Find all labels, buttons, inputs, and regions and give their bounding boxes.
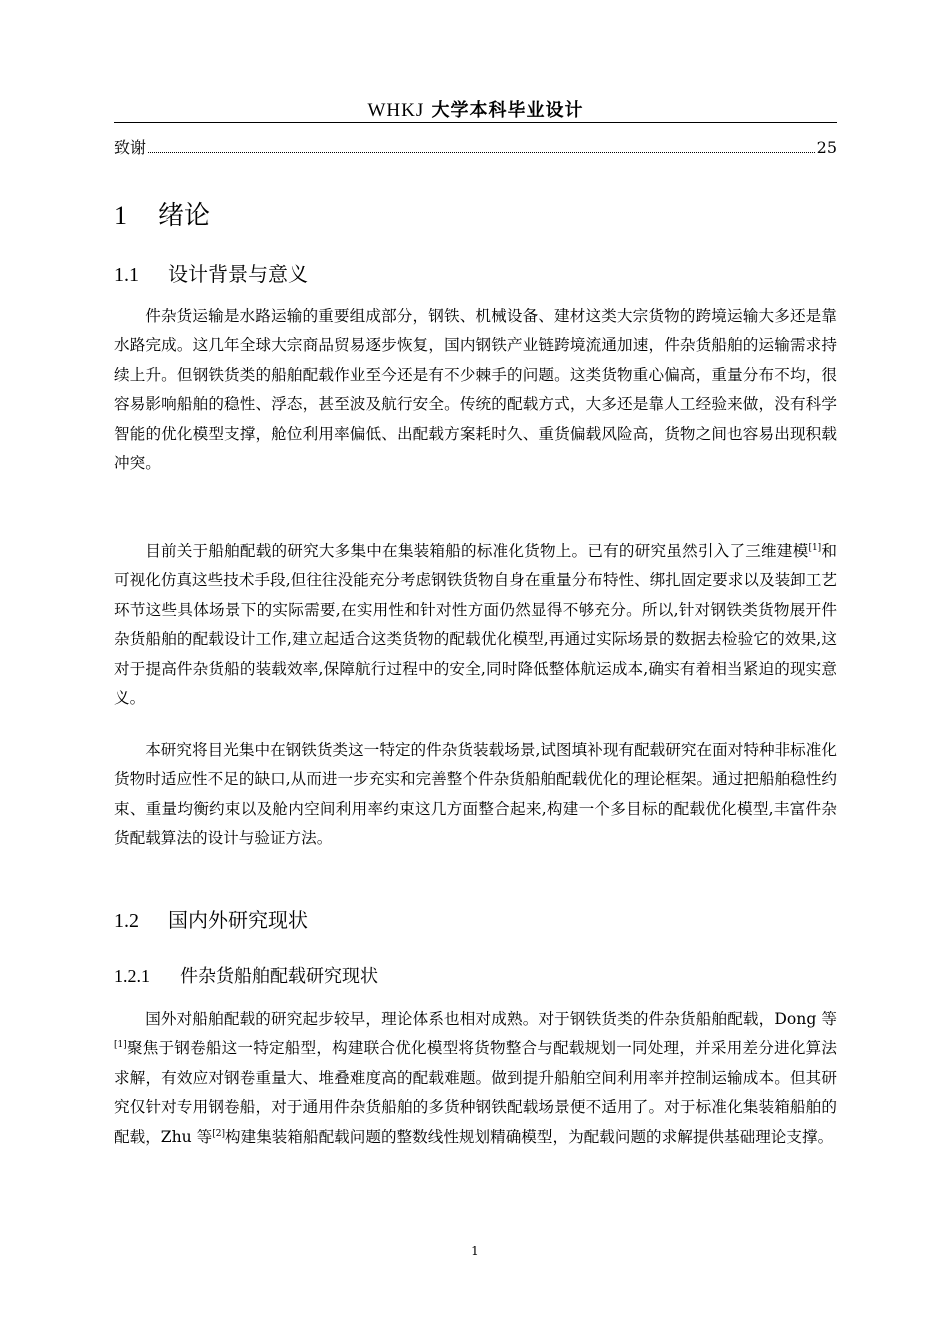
section-heading-1-2 [114, 904, 308, 933]
citation-ref[interactable]: [1] [114, 1040, 127, 1051]
subsection-number: 1.2.1 [114, 966, 150, 986]
header-title: 大学本科毕业设计 [431, 100, 584, 121]
paragraph-text: 国外对船舶配载的研究起步较早，理论体系也相对成熟。对于钢铁货类的件杂货船舶配载，Dong 等 [145, 1010, 837, 1028]
page-number: 1 [471, 1244, 479, 1258]
section-title: 国内外研究现状 [168, 908, 308, 932]
toc-entry-label: 致谢 [114, 138, 147, 157]
chapter-title: 绪论 [158, 201, 211, 231]
section-title: 设计背景与意义 [168, 262, 308, 286]
paragraph-research-gap [114, 537, 837, 713]
paragraph-background: 件杂货运输是水路运输的重要组成部分，钢铁、机械设备、建材这类大宗货物的跨境运输大多还是靠水路完成。这几年全球大宗商品贸易逐步恢复，国内钢铁产业链跨境流通加速，件杂货船舶的运输需求持续上升。但钢铁货类的船舶配载作业至今还是有不少棘手的问题。这类货物重心偏高，重量分布不均，很容易影响船舶的稳性、浮态，甚至波及航行安全。传统的配载方式，大多还是靠人工经验来做，没有科学智能的优化模型支撑，舱位利用率偏低、出配载方案耗时久、重货偏载风险高，货物之间也容易出现积载冲突。 [114, 307, 837, 473]
paragraph-text: 聚焦于钢卷船这一特定船型，构建联合优化模型将货物整合与配载规划一同处理，并采用差分进化算法求解，有效应对钢卷重量大、堆叠难度高的配载难题。做到提升船舶空间利用率并控制运输成本。但其研究仅针对专用钢卷船，对于通用件杂货船舶的多货种钢铁配载场景便不适用了。对于标准化集装箱船舶的配载，Zhu 等 [114, 1039, 837, 1146]
toc-entry-page: 25 [816, 138, 837, 157]
header-rule [114, 122, 837, 123]
citation-ref[interactable]: [1] [808, 542, 822, 553]
paragraph-text: 和可视化仿真这些技术手段,但往往没能充分考虑钢铁货物自身在重量分布特性、绑扎固定要求以及装卸工艺环节这些具体场景下的实际需要,在实用性和针对性方面仍然显得不够充分。所以,针对钢铁类货物展开件杂货船舶的配载设计工作,建立起适合这类货物的配载优化模型,再通过实际场景的数据去检验它的效果,这对于提高件杂货船的装载效率,保障航行过程中的安全,同时降低整体航运成本,确实有着相当紧迫的现实意义。 [114, 542, 837, 708]
chapter-number: 1 [114, 201, 127, 230]
section-heading-1-1 [114, 258, 308, 287]
paragraph-foreign-research [114, 1005, 837, 1152]
paragraph-text: 构建集装箱船配载问题的整数线性规划精确模型，为配载问题的求解提供基础理论支撑。 [225, 1127, 834, 1146]
page-header [114, 96, 837, 122]
subsection-title: 件杂货船舶配载研究现状 [180, 966, 378, 987]
citation-ref[interactable]: [2] [212, 1128, 226, 1139]
paragraph-research-focus: 本研究将目光集中在钢铁货类这一特定的件杂货装载场景,试图填补现有配载研究在面对特种非标准化货物时适应性不足的缺口,从而进一步充实和完善整个件杂货船舶配载优化的理论框架。通过把船舶稳性约束、重量均衡约束以及舱内空间利用率约束这几方面整合起来,构建一个多目标的配载优化模型,丰富件杂货配载算法的设计与验证方法。 [114, 741, 837, 848]
paragraph-text: 目前关于船舶配载的研究大多集中在集装箱船的标准化货物上。已有的研究虽然引入了三维建模 [145, 542, 809, 560]
section-number: 1.1 [114, 264, 139, 286]
chapter-heading [114, 195, 210, 232]
subsection-heading-1-2-1 [114, 962, 378, 988]
toc-leader-dots [148, 151, 815, 153]
toc-entry[interactable] [114, 135, 837, 158]
section-number: 1.2 [114, 910, 139, 932]
header-school-code: WHKJ [367, 100, 425, 121]
